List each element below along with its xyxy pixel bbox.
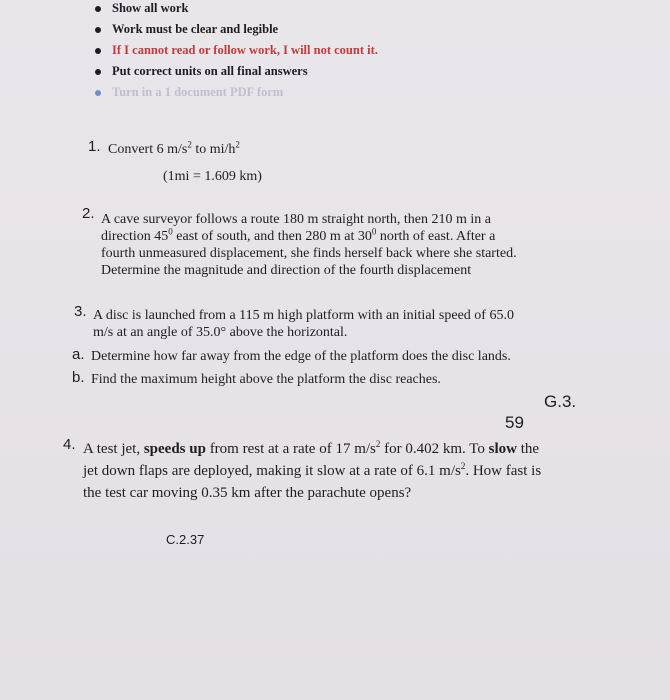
bullet-icon <box>95 69 101 75</box>
instruction-item: Put correct units on all final answers <box>90 61 378 82</box>
question-1-hint: (1mi = 1.609 km) <box>163 169 262 184</box>
bullet-icon <box>95 90 101 96</box>
question-number: 3. <box>74 303 87 320</box>
instructions-list <box>90 0 378 103</box>
problem-number: 59 <box>505 413 524 432</box>
question-3-text: A disc is launched from a 115 m high platform with an initial speed of 65.0 m/s at an angle of 35.0° above the horizontal. <box>93 308 514 340</box>
instruction-item: Turn in a 1 document PDF form <box>90 82 378 103</box>
question-number: 1. <box>88 138 101 155</box>
instruction-item: Work must be clear and legible <box>90 19 378 40</box>
instruction-item: Show all work <box>90 0 378 19</box>
question-1-text: Convert 6 $m/s^2$ to $mi/h^2$ <box>108 139 240 157</box>
part-a-label: a. <box>72 346 85 363</box>
question-4-text: A test jet, speeds up from rest at a rate of 17 $m/s^2$ for 0.402 km. To slow the jet down flaps are deployed, making it slow at a rate of 6.1 $m/s^2$. How fast is the test car moving 0.35 km after the parachute opens? <box>83 439 542 501</box>
question-number: 2. <box>82 205 95 222</box>
instruction-item: If I cannot read or follow work, I will not count it. <box>90 40 378 61</box>
reference-code: C.2.37 <box>166 532 205 547</box>
part-b-text: Find the maximum height above the platform the disc reaches. <box>91 372 441 387</box>
question-2-text: A cave surveyor follows a route 180 m straight north, then 210 m in a direction $45^0$ east of south, and then 280 m at $30^0$ north of east. After a fourth unmeasured displacement, she finds herself back where she started. Determine the magnitude and direction of the fourth displacement <box>101 212 517 278</box>
question-number: 4. <box>63 436 76 453</box>
bullet-icon <box>95 48 101 54</box>
part-a-text: Determine how far away from the edge of the platform does the disc lands. <box>91 349 511 364</box>
bullet-icon <box>95 6 101 12</box>
bullet-icon <box>95 27 101 33</box>
section-code: G.3. <box>544 392 577 411</box>
part-b-label: b. <box>72 369 85 386</box>
